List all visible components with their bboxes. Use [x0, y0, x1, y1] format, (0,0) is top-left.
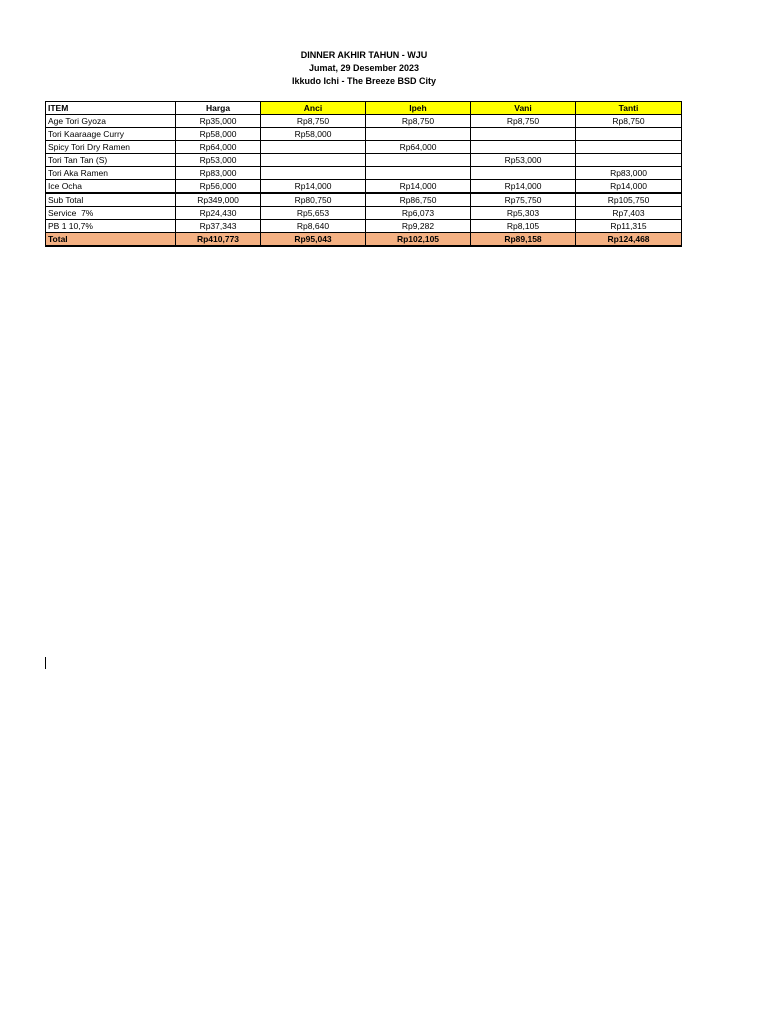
- report-date: Jumat, 29 Desember 2023: [308, 63, 420, 73]
- vani-cell[interactable]: Rp53,000: [471, 154, 576, 167]
- table-row: [46, 167, 682, 180]
- vani-cell[interactable]: Rp8,105: [471, 220, 576, 233]
- anci-cell[interactable]: Rp5,653: [261, 207, 366, 220]
- column-header-item[interactable]: ITEM: [46, 102, 176, 115]
- tanti-cell[interactable]: Rp105,750: [576, 193, 682, 207]
- item-name-cell[interactable]: Spicy Tori Dry Ramen: [46, 141, 176, 154]
- table-row: [46, 180, 682, 194]
- tanti-cell[interactable]: Rp83,000: [576, 167, 682, 180]
- tanti-cell[interactable]: Rp11,315: [576, 220, 682, 233]
- ipeh-cell[interactable]: Rp102,105: [366, 233, 471, 247]
- anci-cell[interactable]: Rp14,000: [261, 180, 366, 194]
- bill-split-table: [45, 101, 682, 247]
- vani-cell[interactable]: Rp89,158: [471, 233, 576, 247]
- report-header: [0, 49, 728, 88]
- price-cell[interactable]: Rp83,000: [176, 167, 261, 180]
- item-name-cell[interactable]: Ice Ocha: [46, 180, 176, 194]
- anci-cell[interactable]: Rp8,640: [261, 220, 366, 233]
- ipeh-cell[interactable]: [366, 154, 471, 167]
- tanti-cell[interactable]: Rp124,468: [576, 233, 682, 247]
- ipeh-cell[interactable]: Rp9,282: [366, 220, 471, 233]
- table-row: [46, 115, 682, 128]
- column-header-vani[interactable]: Vani: [471, 102, 576, 115]
- price-cell[interactable]: Rp35,000: [176, 115, 261, 128]
- item-name-cell[interactable]: Tori Aka Ramen: [46, 167, 176, 180]
- anci-cell[interactable]: [261, 141, 366, 154]
- item-name-cell[interactable]: Tori Tan Tan (S): [46, 154, 176, 167]
- ipeh-cell[interactable]: Rp6,073: [366, 207, 471, 220]
- anci-cell[interactable]: Rp58,000: [261, 128, 366, 141]
- vani-cell[interactable]: Rp5,303: [471, 207, 576, 220]
- price-cell[interactable]: Rp410,773: [176, 233, 261, 247]
- total-label-cell[interactable]: Total: [46, 233, 176, 247]
- price-cell[interactable]: Rp64,000: [176, 141, 261, 154]
- price-cell[interactable]: Rp24,430: [176, 207, 261, 220]
- anci-cell[interactable]: [261, 154, 366, 167]
- tanti-cell[interactable]: Rp14,000: [576, 180, 682, 194]
- anci-cell[interactable]: Rp95,043: [261, 233, 366, 247]
- vani-cell[interactable]: Rp8,750: [471, 115, 576, 128]
- ipeh-cell[interactable]: [366, 128, 471, 141]
- summary-label-cell[interactable]: PB 1 10,7%: [46, 220, 176, 233]
- table-row: [46, 141, 682, 154]
- item-name-cell[interactable]: Tori Kaaraage Curry: [46, 128, 176, 141]
- report-location: Ikkudo Ichi - The Breeze BSD City: [291, 76, 437, 86]
- price-cell[interactable]: Rp37,343: [176, 220, 261, 233]
- vani-cell[interactable]: [471, 141, 576, 154]
- vani-cell[interactable]: [471, 128, 576, 141]
- ipeh-cell[interactable]: Rp8,750: [366, 115, 471, 128]
- price-cell[interactable]: Rp349,000: [176, 193, 261, 207]
- vani-cell[interactable]: Rp75,750: [471, 193, 576, 207]
- table-header-row: [46, 102, 682, 115]
- report-title: DINNER AKHIR TAHUN - WJU: [300, 50, 428, 60]
- price-cell[interactable]: Rp56,000: [176, 180, 261, 194]
- table-row: [46, 128, 682, 141]
- total-row: [46, 233, 682, 247]
- column-header-harga[interactable]: Harga: [176, 102, 261, 115]
- ipeh-cell[interactable]: Rp14,000: [366, 180, 471, 194]
- price-cell[interactable]: Rp53,000: [176, 154, 261, 167]
- ipeh-cell[interactable]: [366, 167, 471, 180]
- tanti-cell[interactable]: [576, 128, 682, 141]
- table-row: [46, 154, 682, 167]
- service-row: [46, 207, 682, 220]
- tanti-cell[interactable]: [576, 141, 682, 154]
- anci-cell[interactable]: Rp80,750: [261, 193, 366, 207]
- price-cell[interactable]: Rp58,000: [176, 128, 261, 141]
- ipeh-cell[interactable]: Rp64,000: [366, 141, 471, 154]
- column-header-anci[interactable]: Anci: [261, 102, 366, 115]
- vani-cell[interactable]: [471, 167, 576, 180]
- summary-label-cell[interactable]: Service 7%: [46, 207, 176, 220]
- tax-row: [46, 220, 682, 233]
- anci-cell[interactable]: Rp8,750: [261, 115, 366, 128]
- vani-cell[interactable]: Rp14,000: [471, 180, 576, 194]
- tanti-cell[interactable]: Rp7,403: [576, 207, 682, 220]
- summary-label-cell[interactable]: Sub Total: [46, 193, 176, 207]
- text-cursor: [45, 657, 46, 669]
- column-header-ipeh[interactable]: Ipeh: [366, 102, 471, 115]
- tanti-cell[interactable]: Rp8,750: [576, 115, 682, 128]
- anci-cell[interactable]: [261, 167, 366, 180]
- tanti-cell[interactable]: [576, 154, 682, 167]
- subtotal-row: [46, 193, 682, 207]
- item-name-cell[interactable]: Age Tori Gyoza: [46, 115, 176, 128]
- column-header-tanti[interactable]: Tanti: [576, 102, 682, 115]
- ipeh-cell[interactable]: Rp86,750: [366, 193, 471, 207]
